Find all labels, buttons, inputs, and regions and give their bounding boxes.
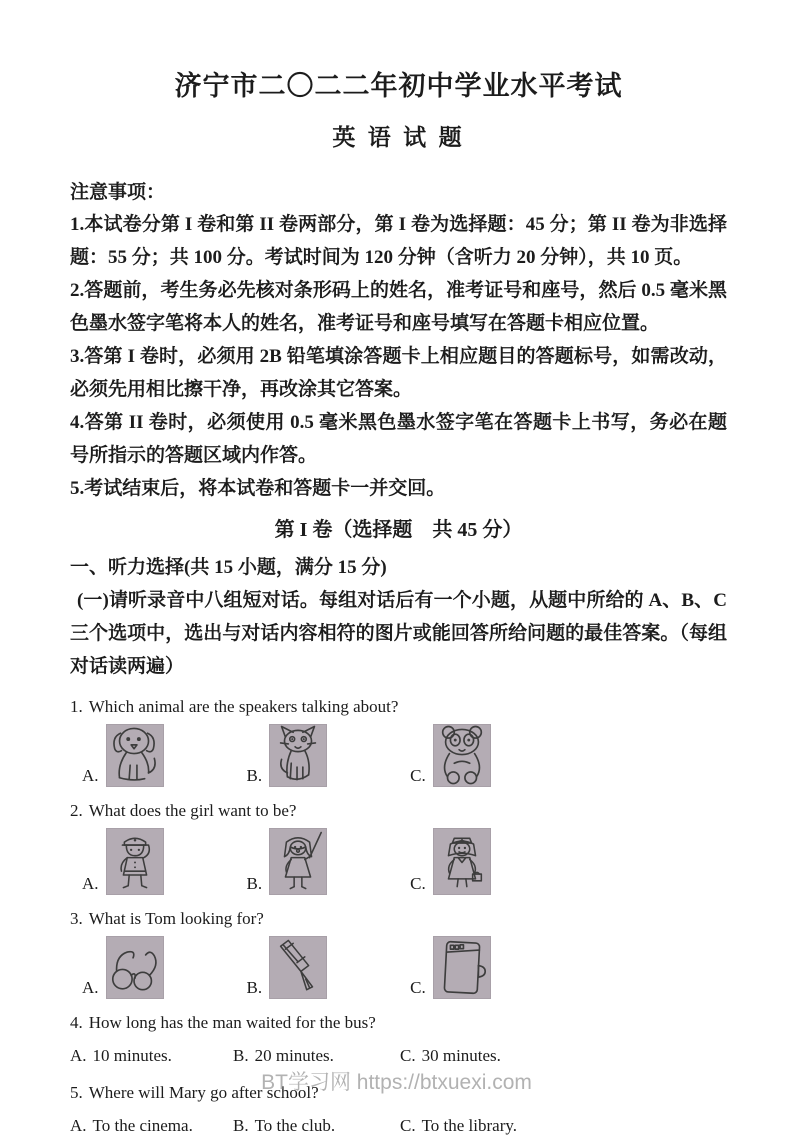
question-1-text [70, 694, 727, 720]
option-a [82, 724, 164, 787]
listening-part-instructions: (一)请听录音中八组短对话。每组对话后有一个小题，从题中所给的 A、B、C 三个选项中，选出与对话内容相符的图片或能回答所给问题的最佳答案。（每组对话读两遍） [70, 590, 727, 677]
option-label: B. [246, 766, 263, 785]
notice-item-4: 4.答第 II 卷时，必须使用 0.5 毫米黑色墨水签字笔在答题卡上书写，务必在题号所指示的答题区域内作答。 [70, 412, 727, 466]
question-number: 4. [70, 1013, 83, 1032]
cat-image [269, 724, 327, 787]
question-number: 5. [70, 1083, 83, 1102]
question-1 [70, 694, 727, 787]
option-c [410, 936, 491, 999]
question-text: How long has the man waited for the bus? [88, 1013, 376, 1032]
question-1-options [70, 724, 727, 787]
question-2 [70, 798, 727, 895]
option-label: C. [400, 1116, 416, 1135]
option-label: A. [70, 1046, 87, 1065]
notice-item-2: 2.答题前，考生务必先核对条形码上的姓名，准考证号和座号，然后 0.5 毫米黑色墨水签字笔将本人的姓名，准考证号和座号填写在答题卡相应位置。 [70, 280, 727, 334]
option-c [400, 1113, 517, 1139]
option-b [233, 1113, 400, 1139]
question-4 [70, 1010, 727, 1069]
option-text: 30 minutes. [421, 1046, 501, 1065]
option-label: B. [233, 1116, 249, 1135]
option-b [247, 828, 328, 895]
question-text: What is Tom looking for? [88, 909, 264, 928]
option-label: B. [246, 874, 263, 893]
glasses-image [106, 936, 164, 999]
listening-part-title: 一、听力选择(共 15 小题，满分 15 分) [70, 557, 387, 578]
option-text: To the library. [421, 1116, 518, 1135]
option-text: 10 minutes. [92, 1046, 172, 1065]
notice-item-5: 5.考试结束后，将本试卷和答题卡一并交回。 [70, 478, 446, 499]
question-number: 3. [70, 909, 83, 928]
question-5-options [70, 1113, 727, 1139]
option-c [410, 724, 491, 787]
option-label: B. [246, 978, 263, 997]
question-2-text [70, 798, 727, 824]
watermark-text: BT学习网 https://btxuexi.com [261, 1071, 532, 1094]
panda-image [433, 724, 491, 787]
option-a [82, 828, 164, 895]
option-b [247, 936, 328, 999]
police-officer-image [106, 828, 164, 895]
option-a [70, 1113, 233, 1139]
question-3 [70, 906, 727, 999]
option-b [247, 724, 328, 787]
notice-item-3: 3.答第 I 卷时，必须用 2B 铅笔填涂答题卡上相应题目的答题标号，如需改动，必须先用相比擦干净，再改涂其它答案。 [70, 346, 727, 400]
question-4-text [70, 1010, 727, 1036]
question-2-options [70, 828, 727, 895]
exam-subtitle: 英 语 试 题 [332, 124, 465, 150]
option-label: B. [233, 1046, 249, 1065]
question-3-text [70, 906, 727, 932]
exam-title: 济宁市二〇二二年初中学业水平考试 [174, 71, 623, 101]
option-label: A. [82, 978, 99, 997]
notice-section [70, 178, 727, 505]
option-label: A. [70, 1116, 87, 1135]
section1-header: 第 I 卷（选择题 共 45 分） [274, 519, 523, 541]
notice-item-1: 1.本试卷分第 I 卷和第 II 卷两部分，第 I 卷为选择题：45 分；第 II 卷为非选择题：55 分；共 100 分。考试时间为 120 分钟（含听力 20 分钟），共 10 页。 [70, 214, 727, 268]
option-label: C. [410, 766, 426, 785]
question-3-options [70, 936, 727, 999]
option-text: 20 minutes. [254, 1046, 334, 1065]
question-text: Which animal are the speakers talking about? [88, 697, 399, 716]
dog-image [106, 724, 164, 787]
option-label: A. [82, 766, 99, 785]
wallet-image [433, 936, 491, 999]
option-label: C. [410, 874, 426, 893]
question-text: What does the girl want to be? [88, 801, 297, 820]
option-a [82, 936, 164, 999]
option-label: A. [82, 874, 99, 893]
option-label: C. [410, 978, 426, 997]
question-number: 1. [70, 697, 83, 716]
option-label: C. [400, 1046, 416, 1065]
teacher-image [269, 828, 327, 895]
question-text: Where will Mary go after school? [88, 1083, 319, 1102]
option-text: To the club. [254, 1116, 336, 1135]
option-text: To the cinema. [92, 1116, 193, 1135]
nurse-image [433, 828, 491, 895]
pen-image [269, 936, 327, 999]
option-c [410, 828, 491, 895]
notice-heading: 注意事项： [70, 182, 166, 203]
question-number: 2. [70, 801, 83, 820]
